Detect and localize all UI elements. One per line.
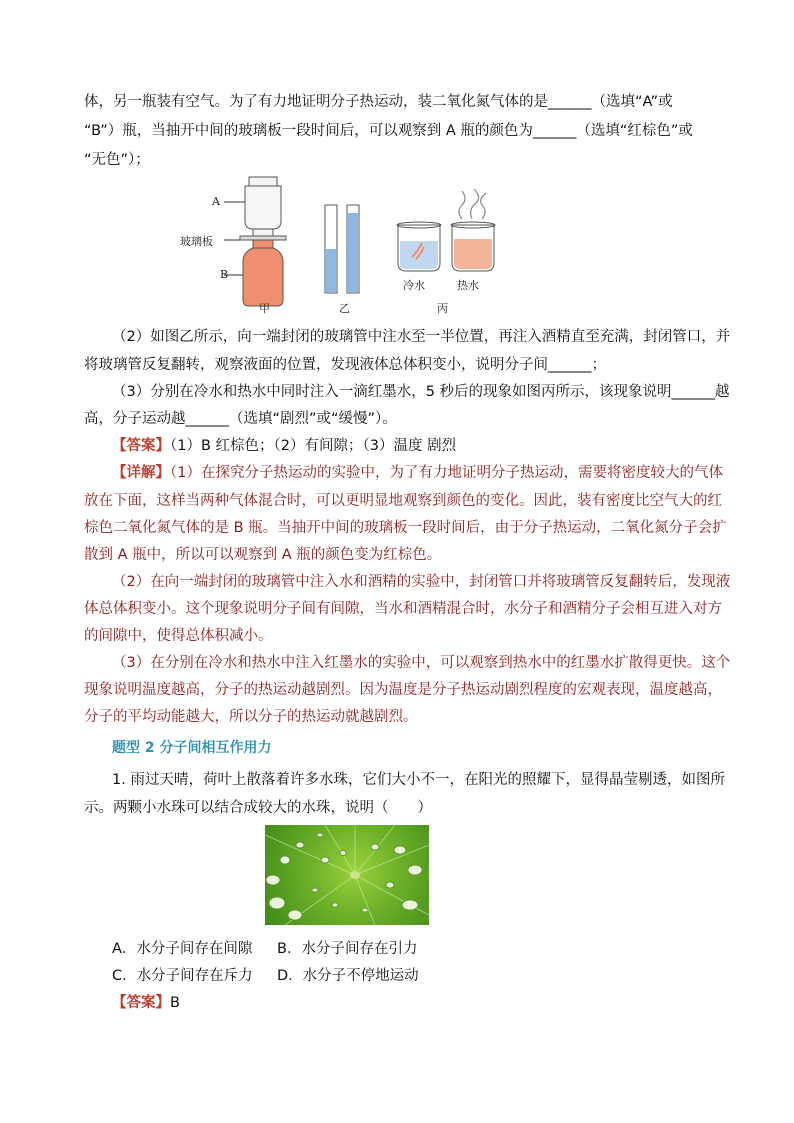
choice-d[interactable]: D．水分子不停地运动 [277,968,419,984]
choice-a[interactable]: A．水分子间存在间隙 [112,941,253,957]
cold-water-beaker [397,222,441,271]
choice-c[interactable]: C．水分子间存在斥力 [112,968,253,984]
label-hot-water: 热水 [457,279,479,292]
caption-jia: 甲 [259,302,270,315]
answer-line [84,433,738,460]
hot-water-beaker [451,189,495,271]
answer-tag: 【答案】 [112,438,170,454]
detail-line [84,460,738,487]
label-cold-water: 冷水 [403,279,425,292]
glass-tube-left [325,205,337,293]
question-text-line: 高，分子运动越______（选填“剧烈”或“缓慢”）。 [84,411,397,427]
steam-icon [459,189,486,219]
label-a: A [212,195,220,208]
question-text-line: 体，另一瓶装有空气。为了有力地证明分子热运动，装二氧化氮气体的是______（选填“A”或 [84,94,673,110]
lotus-leaf-photo [265,825,429,925]
question-text-line: （3）分别在冷水和热水中同时注入一滴红墨水，5 秒后的现象如图丙所示，该现象说明______越 [112,384,730,400]
question-text-line: “B”）瓶，当抽开中间的玻璃板一段时间后，可以观察到 A 瓶的颜色为______（选填“红棕色”或 [84,123,693,139]
detail-line: （3）在分别在冷水和热水中注入红墨水的实验中，可以观察到热水中的红墨水扩散得更快。这个 [112,655,731,671]
bottle-a [245,177,281,236]
choice-b[interactable]: B．水分子间存在引力 [277,941,418,957]
detail-line: 分子的平均动能越大，所以分子的热运动就越剧烈。 [84,709,418,725]
label-b: B [220,268,229,281]
water-droplets [265,825,429,925]
detail-line: （2）在向一端封闭的玻璃管中注入水和酒精的实验中，封闭管口并将玻璃管反复翻转后，发现液 [112,574,731,590]
label-glass-plate: 玻璃板 [180,235,213,248]
detail-line: 现象说明温度越高，分子的热运动越剧烈。因为温度是分子热运动剧烈程度的宏观表现，温度越高， [84,682,722,698]
question-text-line: （2）如图乙所示，向一端封闭的玻璃管中注水至一半位置，再注入酒精直至充满，封闭管口，并 [112,329,731,345]
question-text-line: 1. 雨过天晴，荷叶上散落着许多水珠，它们大小不一，在阳光的照耀下，显得晶莹剔透，如图所 [112,772,725,788]
question-text-line: “无色”）； [84,152,150,168]
detail-line: 散到 A 瓶中，所以可以观察到 A 瓶的颜色变为红棕色。 [84,547,442,563]
bottle-b [243,240,283,306]
detail-line: 放在下面，这样当两种气体混合时，可以更明显地观察到颜色的变化。因此，装有密度比空气大的红 [84,493,722,509]
answer-line [84,990,738,1017]
question-text-line: 示。两颗小水珠可以结合成较大的水珠，说明（ ） [84,800,432,816]
glass-tube-right [347,205,359,293]
answer-text: B [170,995,180,1011]
question-text-line: 将玻璃管反复翻转，观察液面的位置，发现液体总体积变小，说明分子间______； [84,357,606,373]
detail-line: 的间隙中，使得总体积减小。 [84,628,273,644]
detail-text: （1）在探究分子热运动的实验中，为了有力地证明分子热运动，需要将密度较大的气体 [170,465,723,481]
caption-bing: 丙 [437,302,448,315]
detail-tag: 【详解】 [112,465,170,481]
answer-text: （1）B 红棕色；（2）有间隙；（3）温度 剧烈 [170,438,457,454]
answer-tag: 【答案】 [112,995,170,1011]
section-heading: 题型 2 分子间相互作用力 [112,740,272,756]
detail-line: 棕色二氧化氮气体的是 B 瓶。当抽开中间的玻璃板一段时间后，由于分子热运动，二氧化氮分子会扩 [84,520,727,536]
glass-plate [240,236,286,240]
figure-drawing [200,175,520,315]
detail-line: 体总体积变小。这个现象说明分子间有间隙，当水和酒精混合时，水分子和酒精分子会相互进入对方 [84,601,722,617]
caption-yi: 乙 [339,302,350,315]
